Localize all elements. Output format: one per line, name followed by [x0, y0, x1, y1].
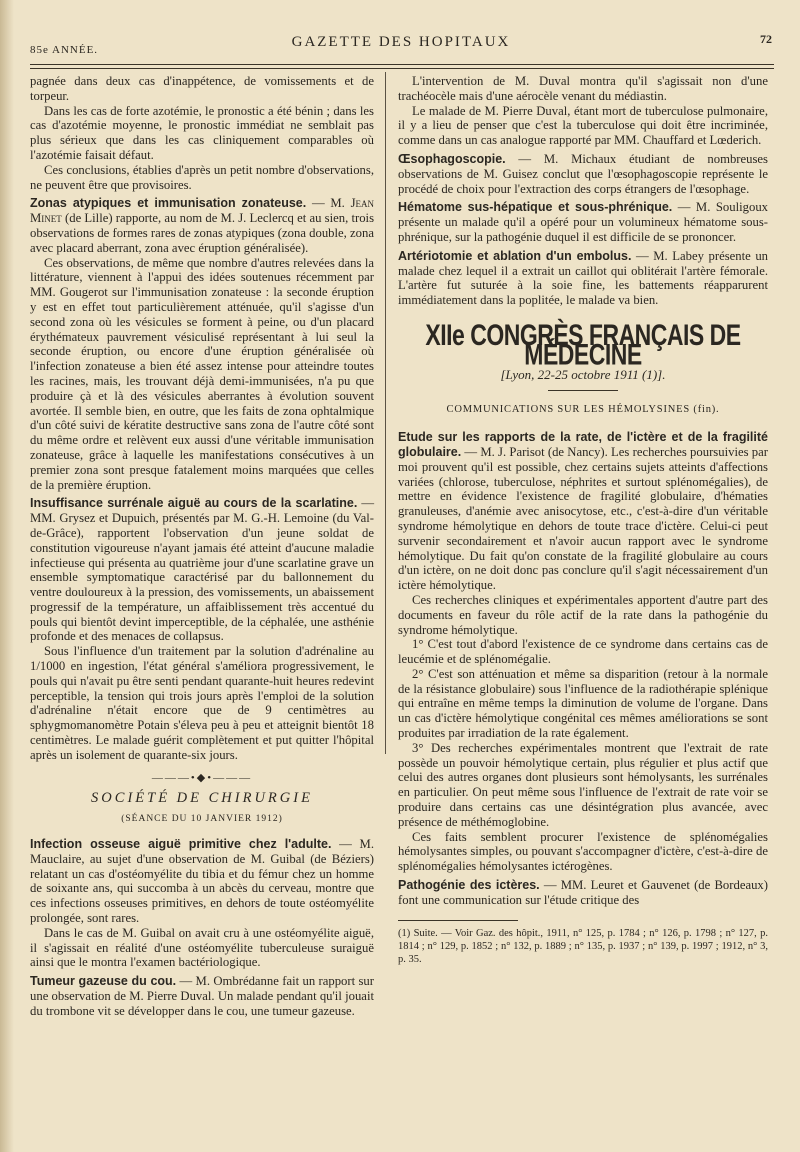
society-session: (SÉANCE DU 10 JANVIER 1912): [121, 814, 283, 825]
paragraph: Ces observations, de même que nombre d'autres relevées dans la littérature, viennent à l'appui des idées soutenues récemment par MM. Gougerot sur l'immunisation zonateuse : la seconde éruption y est en effet tout particulièrement atténuée, qu'il s'agisse d'un second zona où les vésicules se forment à peine, ou d'un placard érythémateux pauvrement vésiculisé représentant à lui seul la seconde éruption, ou encore d'une éruption généralisée où l'infection zonateuse a bien été assez intense pour atteindre toutes les racines, mais, les trouvant déjà demi-immunisées, n'a pu que produire çà et là des vésicules aberrantes à évolution souvent avortée. Il semble bien, en outre, que les faits de zona ophtalmique d'un côté suivi de kératite destructive sans zona de l'autre côté sont du même ordre et relèvent eux aussi d'une véritable immunisation zonateuse, grâce à laquelle les manifestations consécutives à un premier zona sont presque fatalement moins marquées que celles de la première éruption.: [30, 255, 374, 492]
section-title: Insuffisance surrénale aiguë au cours de la scarlatine.: [30, 496, 358, 511]
section-title: Pathogénie des ictères.: [398, 878, 540, 893]
section-zona: Zonas atypiques et immunisation zonateuse. — M. Jean Minet (de Lille) rapporte, au nom de M. J. Leclercq et au sien, trois observations de formes rares de zonas atypiques (zona double, zona avec placard aberrant, zona avec éruption généralisée).: [30, 196, 375, 255]
footnote-rule: [398, 920, 518, 921]
section-etude: Etude sur les rapports de la rate, de l'ictère et de la fragilité globulaire. — M. J. Parisot (de Nancy). Les recherches poursuivies par moi prouvent qu'il est possible, chez certains sujets atteints d'affections variées (chlorose, tuberculose, néphrites et surtout splénomégalies), de mettre en évidence l'existence de fragilité globulaire, d'hématies granuleuses, d'anémie avec anisocytose, etc., c'est-à-dire d'un véritable syndrome hémolytique en dehors de toute trace d'ictère. Celui-ci peut survenir secondairement et n'avoir aucun rapport avec le syndrome hémolytique. Du fait qu'on constate de la fragilité globulaire au cours d'un ictère, on ne doit donc pas conclure qu'il s'agit nécessairement d'un ictère hémolytique.: [398, 430, 768, 593]
section-hematome: Hématome sus-hépatique et sous-phrénique. — M. Souligoux présente un malade qu'il a opéré pour un volumineux hématome sous-phrénique, sur la pathogénie duquel il est difficile de se prononcer.: [398, 200, 769, 244]
footnote: (1) Suite. — Voir Gaz. des hôpit., 1911, n° 125, p. 1784 ; n° 126, p. 1798 ; n° 127, p. 1814 ; n° 129, p. 1852 ; n° 132, p. 1889 ; n° 135, p. 1937 ; n° 139, p. 1997 ; 1912, n° 3, p. 35.: [398, 927, 768, 965]
section-oesophagoscopie: Œsophagoscopie. — M. Michaux étudiant de nombreuses observations de M. Guisez conclut que l'œsophagoscopie représente le procédé de choix pour l'extraction des corps étrangers de l'œsophage.: [398, 151, 768, 196]
right-column: [398, 74, 768, 966]
section-text: MM. Grysez et Dupuich, présentés par M. G.-H. Lemoine (du Val-de-Grâce), rapportent l'observation d'un jeune soldat de constitution vigoureuse n'ayant jamais été atteint d'aucune maladie infectieuse qui présenta au quatrième jour d'une scarlatine grave un ensemble symptomatique caractérisé par du ballonnement du ventre douloureux à la pression, des vomissements, un abaissement progressif de la température, un affaiblissement très accentué du pouls qui bientôt devint imperceptible, de la céphalée, une asthénie profonde et des menaces de collapsus.: [30, 511, 374, 644]
section-text: MM. Leuret et Gauvenet (de Bordeaux) font une communication sur l'étude critique des: [398, 878, 769, 907]
paragraph: L'intervention de M. Duval montra qu'il s'agissait non d'une trachéocèle mais d'une aérocèle venant du médiastin.: [398, 74, 768, 103]
section-tumeur: Tumeur gazeuse du cou. — M. Ombrédanne fait un rapport sur une observation de M. Pierre Duval. Un malade pendant qu'il jouait du trombone vit se développer dans le cou, une tumeur gazeuse.: [30, 974, 375, 1018]
journal-title: GAZETTE DES HOPITAUX: [291, 34, 511, 50]
section-text: M. Mauclaire, au sujet d'une observation de M. Guibal (de Béziers) relatant un cas d'ostéomyélite du tibia et du fémur chez un homme de soixante ans, qui succomba à un abcès du cerveau, montre que ces infections osseuses primitives, en dehors de toute ostéomyélite prolongée, sont rares.: [30, 837, 374, 926]
congress-subtitle: [Lyon, 22-25 octobre 1911 (1)].: [500, 366, 666, 382]
paragraph: Dans le cas de M. Guibal on avait cru à une ostéomyélite aiguë, il s'agissait en réalité d'une ostéomyélite tuberculeuse suraiguë ainsi que le montra l'examen bactériologique.: [30, 925, 374, 970]
section-title: Etude sur les rapports de la rate, de l'ictère et de la fragilité globulaire.: [398, 430, 768, 459]
year-label: 85e ANNÉE.: [30, 44, 99, 56]
section-infection: Infection osseuse aiguë primitive chez l'adulte. — M. Mauclaire, au sujet d'une observation de M. Guibal (de Béziers) relatant un cas d'ostéomyélite du tibia et du fémur chez un homme de soixante ans, qui succomba à un abcès du cerveau, montre que ces infections osseuses primitives, en dehors de toute ostéomyélite prolongée, sont rares.: [30, 837, 374, 926]
short-rule: [548, 390, 618, 391]
left-column: [30, 74, 374, 1019]
congress-title: XIIe CONGRÈS FRANÇAIS DE MÉDECINE: [425, 317, 741, 371]
page-header: [30, 30, 772, 64]
section-text: M. Labey présente un malade chez lequel il a extrait un caillot qui oblitérait l'artère fémorale. L'artère fut suturée à la soie fine, les battements réapparurent immédiatement dans la poplitée, le malade va bien.: [398, 248, 769, 308]
section-text: M. Michaux étudiant de nombreuses observations de M. Guisez conclut que l'œsophagoscopie représente le procédé de choix pour l'extraction des corps étrangers de l'œsophage.: [398, 151, 768, 196]
section-arteriotomie: Artériotomie et ablation d'un embolus. — M. Labey présente un malade chez lequel il a extrait un caillot qui oblitérait l'artère fémorale. L'artère fut suturée à la soie fine, les battements réapparurent immédiatement dans la poplitée, le malade va bien.: [398, 248, 769, 308]
ornament-divider: ———•◆•———: [151, 771, 253, 784]
paragraph: Ces faits semblent procurer l'existence de splénomégalies hémolysantes simples, ou pouvant s'accompagner d'ictère, c'est-à-dire de splénomégalies hémolysantes ictérogènes.: [398, 829, 768, 874]
paragraph: Ces recherches cliniques et expérimentales apportent d'autre part des documents en faveur du rôle actif de la rate dans la pathogénie du syndrome hémolytique.: [398, 592, 768, 637]
section-text: M. Souligoux présente un malade qu'il a opéré pour un volumineux hématome sous-phrénique, sur la pathogénie duquel il est difficile de se prononcer.: [398, 200, 769, 244]
section-title: Œsophagoscopie.: [398, 151, 506, 166]
section-text: (de Lille) rapporte, au nom de M. J. Leclercq et au sien, trois observations de formes rares de zonas atypiques (zona double, zona avec placard aberrant, zona avec éruption généralisée).: [30, 211, 375, 255]
column-divider: [385, 72, 386, 754]
section-title: Artériotomie et ablation d'un embolus.: [398, 248, 632, 263]
author: M. Jean Minet: [30, 196, 375, 226]
section-scarlatine: Insuffisance surrénale aiguë au cours de la scarlatine. — MM. Grysez et Dupuich, présentés par M. G.-H. Lemoine (du Val-de-Grâce), rapportent l'observation d'un jeune soldat de constitution vigoureuse n'ayant jamais été atteint d'aucune maladie infectieuse qui présenta au quatrième jour d'une scarlatine grave un ensemble symptomatique caractérisé par du ballonnement du ventre douloureux à la pression, des vomissements, un abaissement progressif de la température, un affaiblissement très accentué du pouls qui bientôt devint imperceptible, de la céphalée, une asthénie profonde et des menaces de collapsus.: [30, 496, 375, 644]
paragraph: Sous l'influence d'un traitement par la solution d'adrénaline au 1/1000 en ingestion, l'état général s'améliora progressivement, le pouls qui n'avait pu être senti pendant quarante-huit heures redevint perceptible, la tension qui trois jours après l'emploi de la solution d'adrénaline n'était encore que de 9 centimètres au sphygmomanomètre Potain s'éleva peu à peu et atteignit bientôt 18 centimètres. Le malade guérit complètement et put quitter l'hôpital après un isolement de quarante-six jours.: [30, 644, 374, 762]
section-pathogenie: Pathogénie des ictères. — MM. Leuret et Gauvenet (de Bordeaux) font une communication sur l'étude critique des: [398, 878, 769, 907]
paragraph: Dans les cas de forte azotémie, le pronostic a été bénin ; dans les cas d'azotémie moyenne, le pronostic immédiat ne semblait pas plus sérieux que dans les cas cliniquement comparables où l'azotémie faisait défaut.: [30, 103, 374, 162]
paragraph: Ces conclusions, établies d'après un petit nombre d'observations, ne peuvent être que provisoires.: [30, 162, 374, 192]
communications-heading: COMMUNICATIONS SUR LES HÉMOLYSINES (fin).: [446, 404, 720, 416]
paragraph: pagnée dans deux cas d'inappétence, de vomissements et de torpeur.: [30, 74, 374, 103]
society-title: SOCIÉTÉ DE CHIRURGIE: [91, 790, 313, 807]
page-number: 72: [760, 32, 772, 46]
binding-gutter: [0, 0, 14, 1152]
section-title: Infection osseuse aiguë primitive chez l'adulte.: [30, 837, 332, 852]
section-title: Hématome sus-hépatique et sous-phrénique.: [398, 200, 673, 215]
paragraph: 1° C'est tout d'abord l'existence de ce syndrome dans certains cas de leucémie et de splénomégalie.: [398, 637, 768, 667]
section-text: M. Ombrédanne fait un rapport sur une observation de M. Pierre Duval. Un malade pendant qu'il jouait du trombone vit se développer dans le cou, une tumeur gazeuse.: [30, 974, 375, 1018]
paragraph: 3° Des recherches expérimentales montrent que l'extrait de rate possède un pouvoir hémolytique certain, plus régulier et plus actif que celui des autres organes dont plusieurs sont hémolysants, les surrénales en particulier. On peut même sous l'influence de l'extrait de rate voir se produire dans certains cas une désintégration plus avancée, avec présence de méthémoglobine.: [398, 740, 768, 829]
paragraph: Le malade de M. Pierre Duval, étant mort de tuberculose pulmonaire, il y a lieu de penser que c'est la tuberculose qui doit être incriminée, comme dans un cas analogue rapporté par MM. Chauffard et Lœderich.: [398, 103, 768, 148]
paragraph: 2° C'est son atténuation et même sa disparition (retour à la normale de la résistance globulaire) sous l'influence de la radiothérapie splénique qui entraîne en même temps la diminution de volume de l'organe. Dans un cas d'ictère hémolytique congénital ces mêmes améliorations se sont produites par irradiation de la rate également.: [398, 666, 768, 741]
section-text: M. J. Parisot (de Nancy). Les recherches poursuivies par moi prouvent qu'il est possible, chez certains sujets atteints d'affections variées (chlorose, tuberculose, néphrites et surtout splénomégalies), de mettre en évidence l'existence de fragilité globulaire, d'hématies granuleuses, d'anémie avec anisocytose, etc., c'est-à-dire d'un véritable syndrome hémolytique en dehors de toute trace d'ictère. Celui-ci peut survenir secondairement et n'avoir aucun rapport avec le syndrome hémolytique. Du fait qu'on constate de la fragilité globulaire au cours d'un ictère, on ne doit donc pas conclure qu'il s'agit nécessairement d'un ictère hémolytique.: [398, 444, 768, 593]
section-title: Zonas atypiques et immunisation zonateuse.: [30, 196, 307, 211]
section-title: Tumeur gazeuse du cou.: [30, 974, 177, 989]
header-rule: [30, 64, 774, 69]
